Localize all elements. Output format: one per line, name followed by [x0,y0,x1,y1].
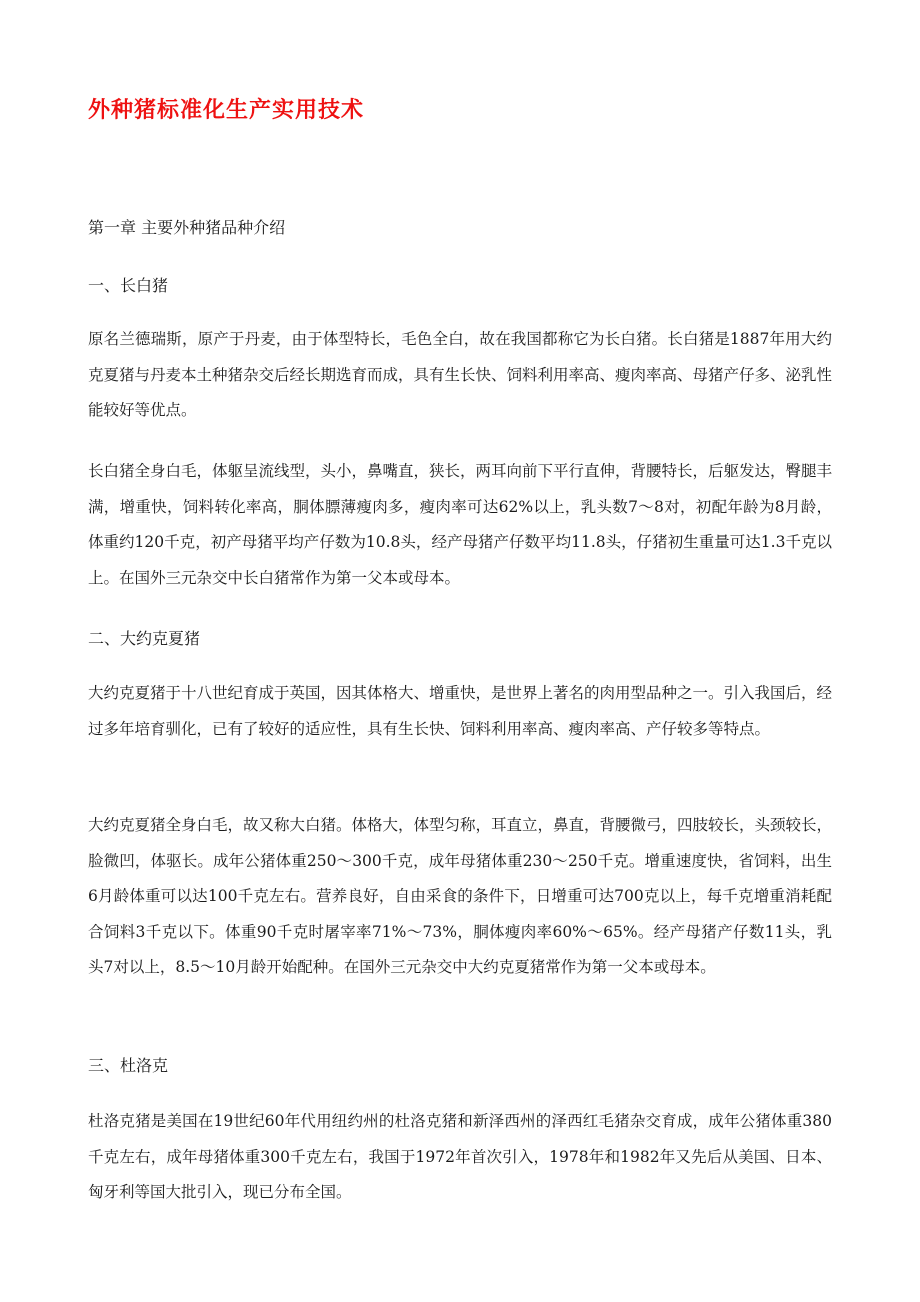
section-heading-duroc: 三、杜洛克 [88,1056,169,1075]
paragraph-landrace-traits: 长白猪全身白毛，体躯呈流线型，头小，鼻嘴直，狭长，两耳向前下平行直伸，背腰特长，后躯发达，臀腿丰满，增重快，饲料转化率高，胴体膘薄瘦肉多，瘦肉率可达62%以上，乳头数7～8对，初配年龄为8月龄，体重约120千克，初产母猪平均产仔数为10.8头，经产母猪产仔数平均11.8头，仔猪初生重量可达1.3千克以上。在国外三元杂交中长白猪常作为第一父本或母本。 [88,462,833,587]
paragraph-landrace-origin: 原名兰德瑞斯，原产于丹麦，由于体型特长，毛色全白，故在我国都称它为长白猪。长白猪是1887年用大约克夏猪与丹麦本土种猪杂交后经长期选育而成，具有生长快、饲料利用率高、瘦肉率高、母猪产仔多、泌乳性能较好等优点。 [88,330,833,419]
chapter-heading: 第一章 主要外种猪品种介绍 [88,218,286,237]
section-heading-landrace: 一、长白猪 [88,276,169,295]
paragraph-yorkshire-traits: 大约克夏猪全身白毛，故又称大白猪。体格大，体型匀称，耳直立，鼻直，背腰微弓，四肢较长，头颈较长，脸微凹，体驱长。成年公猪体重250～300千克，成年母猪体重230～250千克。增重速度快，省饲料，出生6月龄体重可以达100千克左右。营养良好，自由采食的条件下，日增重可达700克以上，每千克增重消耗配合饲料3千克以下。体重90千克时屠宰率71%～73%，胴体瘦肉率60%～65%。经产母猪产仔数11头，乳头7对以上，8.5～10月龄开始配种。在国外三元杂交中大约克夏猪常作为第一父本或母本。 [88,816,833,976]
document-title: 外种猪标准化生产实用技术 [88,97,365,123]
paragraph-yorkshire-origin: 大约克夏猪于十八世纪育成于英国，因其体格大、增重快，是世界上著名的肉用型品种之一。引入我国后，经过多年培育驯化，已有了较好的适应性，具有生长快、饲料利用率高、瘦肉率高、产仔较多等特点。 [88,684,833,738]
section-heading-yorkshire: 二、大约克夏猪 [88,629,201,648]
paragraph-duroc-origin: 杜洛克猪是美国在19世纪60年代用纽约州的杜洛克猪和新泽西州的泽西红毛猪杂交育成，成年公猪体重380千克左右，成年母猪体重300千克左右，我国于1972年首次引入，1978年和1982年又先后从美国、日本、匈牙利等国大批引入，现已分布全国。 [88,1112,832,1201]
